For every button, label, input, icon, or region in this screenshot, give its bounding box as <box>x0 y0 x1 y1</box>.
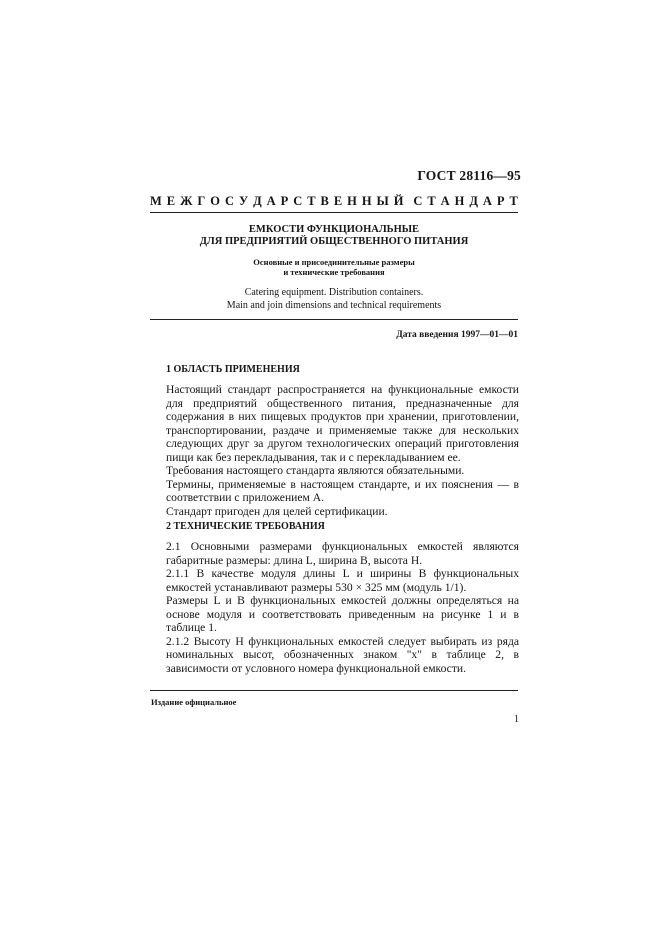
section-2-body <box>150 540 519 675</box>
interstate-letter: Т <box>509 194 518 208</box>
interstate-letter: Г <box>197 194 206 208</box>
section-1-paragraph-4: Стандарт пригоден для целей сертификации. <box>166 504 388 518</box>
gost-number: ГОСТ 28116—95 <box>417 168 521 183</box>
interstate-letter: У <box>238 194 249 208</box>
english-title-line-2: Main and join dimensions and technical requirements <box>226 300 442 311</box>
section-1-heading: 1 ОБЛАСТЬ ПРИМЕНЕНИЯ <box>166 364 300 375</box>
interstate-letter: Ж <box>180 194 193 208</box>
english-title-line-1: Catering equipment. Distribution containers. <box>244 287 424 298</box>
section-1-body <box>150 383 519 518</box>
section-1-paragraph-3: Термины, применяемые в настоящем стандарте, и их пояснения — в соответствии с приложением А. <box>166 477 519 504</box>
interstate-letter: Р <box>280 194 289 208</box>
title-rule <box>150 319 518 320</box>
interstate-letter: С <box>224 194 235 208</box>
interstate-letter: Е <box>166 194 176 208</box>
interstate-letter: Д <box>469 194 478 208</box>
top-rule <box>150 212 518 213</box>
section-2-paragraph-3: Размеры L и B функциональных емкостей должны определяться на основе модуля и соответствовать приведенным на рисунке 1 и в таблице 1. <box>166 594 519 634</box>
footer-rule <box>150 690 518 691</box>
interstate-letter: А <box>266 194 276 208</box>
subtitle-line-2: и технические требования <box>283 267 385 277</box>
interstate-letter: С <box>413 194 423 208</box>
page-number: 1 <box>514 714 519 725</box>
interstate-letter: С <box>293 194 303 208</box>
interstate-letter: Д <box>253 194 262 208</box>
interstate-letter: Н <box>361 194 372 208</box>
interstate-letter: Т <box>427 194 436 208</box>
interstate-letter: Й <box>393 194 404 208</box>
interstate-letter: А <box>482 194 492 208</box>
interstate-letter: Е <box>333 194 343 208</box>
interstate-letter: А <box>440 194 450 208</box>
section-2-paragraph-4: 2.1.2 Высоту H функциональных емкостей следует выбирать из ряда номинальных высот, обозначенных знаком "х" в таблице 2, в зависимости от условного номера функциональной емкости. <box>166 634 519 675</box>
subtitle-line-1: Основные и присоединительные размеры <box>253 257 415 267</box>
section-1-paragraph-1: Настоящий стандарт распространяется на функциональные емкости для предприятий общественного питания, предназначенные для содержания в них пищевых продуктов при хранении, приготовлении, транспортировании, раздаче и применяемые также для нескольких следующих друг за другом технологических операций приготовления пищи как без перекладывания, так и с перекладыванием ее. <box>166 383 519 464</box>
interstate-letter: В <box>320 194 329 208</box>
interstate-letter: Т <box>307 194 316 208</box>
edition-label: Издание официальное <box>151 697 237 707</box>
section-2-paragraph-1: 2.1 Основными размерами функциональных емкостей являются габаритные размеры: длина L, ширина B, высота H. <box>166 540 519 567</box>
interstate-letter: Н <box>347 194 357 208</box>
interstate-letter: Н <box>454 194 465 208</box>
section-2-heading: 2 ТЕХНИЧЕСКИЕ ТРЕБОВАНИЯ <box>166 521 325 532</box>
interstate-letter: М <box>150 194 162 208</box>
section-2-paragraph-2: 2.1.1 В качестве модуля длины L и ширины B функциональных емкостей устанавливают размеры 530 × 325 мм (модуль 1/1). <box>166 567 519 594</box>
introduction-date: Дата введения 1997—01—01 <box>396 330 518 340</box>
title-line-1: ЕМКОСТИ ФУНКЦИОНАЛЬНЫЕ <box>248 224 420 235</box>
title-line-2: ДЛЯ ПРЕДПРИЯТИЙ ОБЩЕСТВЕННОГО ПИТАНИЯ <box>199 236 469 247</box>
interstate-letter: О <box>210 194 221 208</box>
interstate-letter: Ы <box>376 194 389 208</box>
interstate-letter: Р <box>496 194 505 208</box>
interstate-standard-label <box>150 194 518 209</box>
section-1-paragraph-2: Требования настоящего стандарта являются обязательными. <box>166 464 465 477</box>
